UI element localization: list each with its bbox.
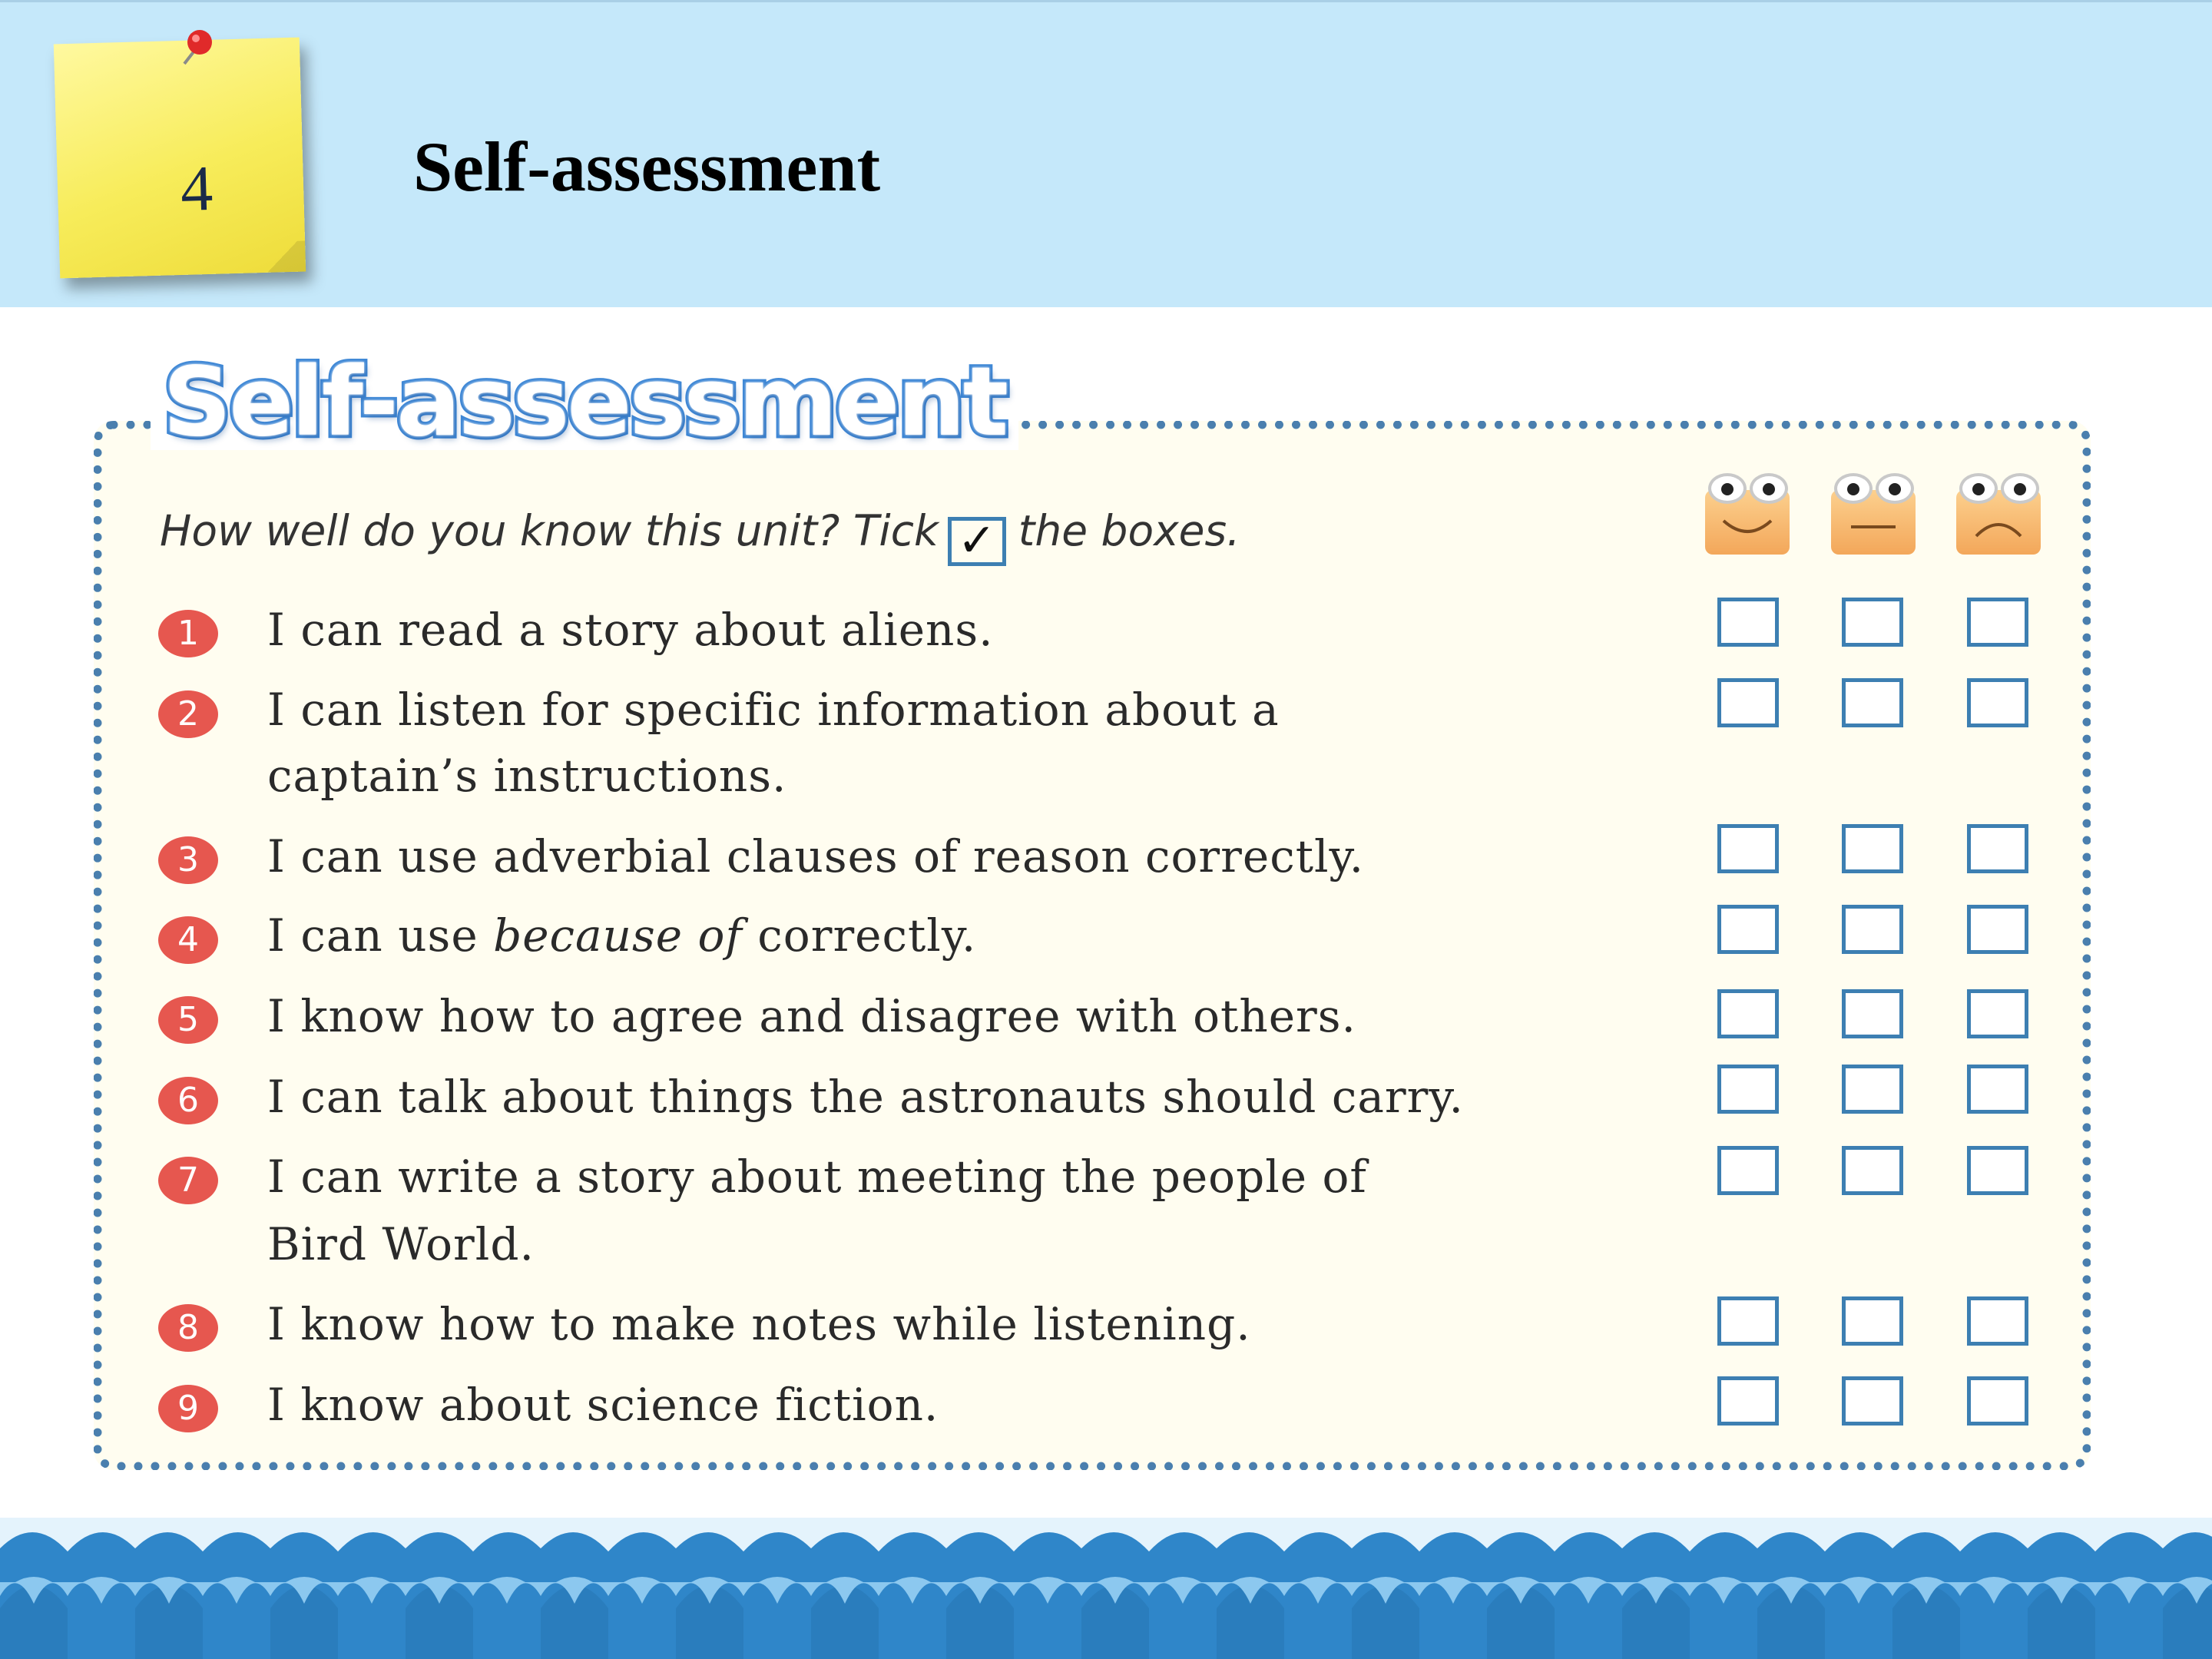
item-text-7-cont: Bird World. bbox=[267, 1218, 535, 1270]
item-text-9: I know about science fiction. bbox=[267, 1379, 939, 1431]
item-number-2: 2 bbox=[158, 690, 218, 738]
checkbox-8-happy[interactable] bbox=[1717, 1296, 1779, 1346]
checkbox-1-happy[interactable] bbox=[1717, 598, 1779, 647]
neutral-face-icon bbox=[1828, 469, 1919, 558]
page-title: Self-assessment bbox=[413, 127, 881, 206]
checkbox-4-happy[interactable] bbox=[1717, 905, 1779, 954]
checkbox-6-sad[interactable] bbox=[1967, 1065, 2028, 1114]
checkbox-6-neutral[interactable] bbox=[1842, 1065, 1903, 1114]
header-bar bbox=[0, 0, 2212, 307]
checkbox-3-sad[interactable] bbox=[1967, 824, 2028, 873]
item-text-2: I can listen for specific information about a bbox=[267, 684, 1280, 736]
checkbox-3-happy[interactable] bbox=[1717, 824, 1779, 873]
checkbox-9-sad[interactable] bbox=[1967, 1376, 2028, 1426]
item-number-9: 9 bbox=[158, 1385, 218, 1432]
item-text-5: I know how to agree and disagree with others. bbox=[267, 990, 1356, 1042]
checkbox-4-neutral[interactable] bbox=[1842, 905, 1903, 954]
item-number-6: 6 bbox=[158, 1077, 218, 1124]
item-number-7: 7 bbox=[158, 1157, 218, 1204]
item-number-5: 5 bbox=[158, 996, 218, 1044]
item-text-7: I can write a story about meeting the people of bbox=[267, 1151, 1367, 1203]
checkbox-1-neutral[interactable] bbox=[1842, 598, 1903, 647]
sticky-note bbox=[48, 33, 316, 294]
instruction-line bbox=[160, 505, 1240, 566]
item-text-4-start: I can use bbox=[267, 909, 494, 962]
tick-example-box: ✓ bbox=[948, 517, 1006, 566]
checkbox-5-happy[interactable] bbox=[1717, 989, 1779, 1038]
item-text-4-end: correctly. bbox=[742, 909, 977, 962]
item-number-1: 1 bbox=[158, 610, 218, 657]
unit-number: 4 bbox=[179, 152, 214, 225]
wave-decoration bbox=[0, 1518, 2212, 1659]
checkbox-5-sad[interactable] bbox=[1967, 989, 2028, 1038]
checkbox-8-neutral[interactable] bbox=[1842, 1296, 1903, 1346]
item-text-6: I can talk about things the astronauts should carry. bbox=[267, 1071, 1464, 1123]
checkbox-7-neutral[interactable] bbox=[1842, 1146, 1903, 1195]
checkbox-2-neutral[interactable] bbox=[1842, 678, 1903, 727]
happy-face-icon bbox=[1702, 469, 1793, 558]
item-text-1: I can read a story about aliens. bbox=[267, 604, 994, 656]
checkbox-7-sad[interactable] bbox=[1967, 1146, 2028, 1195]
item-text-4 bbox=[267, 902, 976, 969]
item-text-3: I can use adverbial clauses of reason correctly. bbox=[267, 830, 1365, 882]
checkbox-2-sad[interactable] bbox=[1967, 678, 2028, 727]
checkbox-2-happy[interactable] bbox=[1717, 678, 1779, 727]
checkbox-9-neutral[interactable] bbox=[1842, 1376, 1903, 1426]
checkbox-6-happy[interactable] bbox=[1717, 1065, 1779, 1114]
checkbox-8-sad[interactable] bbox=[1967, 1296, 2028, 1346]
instruction-text: How well do you know this unit? Tick bbox=[160, 506, 939, 555]
sticky-note-fold bbox=[259, 240, 306, 273]
instruction-text-end: the boxes. bbox=[1018, 506, 1240, 555]
checkbox-4-sad[interactable] bbox=[1967, 905, 2028, 954]
checkbox-3-neutral[interactable] bbox=[1842, 824, 1903, 873]
sad-face-icon bbox=[1953, 469, 2044, 558]
panel-logo: Self-assessment bbox=[151, 355, 1018, 450]
item-text-8: I know how to make notes while listening. bbox=[267, 1298, 1251, 1350]
item-text-4-italic: because of bbox=[493, 909, 743, 962]
checkbox-1-sad[interactable] bbox=[1967, 598, 2028, 647]
checkbox-7-happy[interactable] bbox=[1717, 1146, 1779, 1195]
checkbox-5-neutral[interactable] bbox=[1842, 989, 1903, 1038]
item-number-3: 3 bbox=[158, 836, 218, 884]
checkbox-9-happy[interactable] bbox=[1717, 1376, 1779, 1426]
item-text-2-cont: captain’s instructions. bbox=[267, 750, 787, 802]
item-number-4: 4 bbox=[158, 916, 218, 964]
push-pin-icon bbox=[169, 24, 223, 78]
item-number-8: 8 bbox=[158, 1304, 218, 1352]
